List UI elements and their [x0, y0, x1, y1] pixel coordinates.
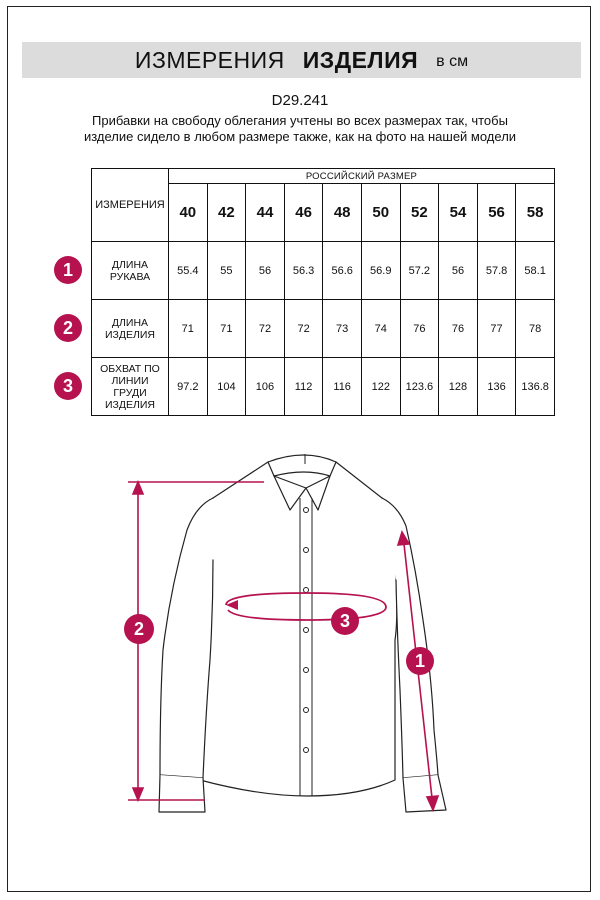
badge-diagram-chest: 3: [331, 607, 359, 635]
table-cell: 76: [400, 300, 439, 358]
table-cell: 136.8: [516, 358, 555, 416]
title-part-measurements: ИЗМЕРЕНИЯ: [134, 46, 285, 73]
row-label-line: ДЛИНА: [111, 258, 149, 271]
table-cell: 116: [323, 358, 362, 416]
size-header: 52: [400, 184, 439, 242]
size-header: 54: [439, 184, 478, 242]
row-label-line: ИЗДЕЛИЯ: [104, 398, 156, 411]
row-label-line: ИЗДЕЛИЯ: [104, 328, 156, 341]
table-cell: 72: [284, 300, 323, 358]
shirt-button: [304, 508, 309, 513]
badge-diagram-sleeve: 1: [406, 647, 434, 675]
shirt-right-cuff: [403, 775, 446, 812]
shirt-diagram: [0, 440, 600, 820]
table-cell: 55: [207, 242, 246, 300]
shirt-button: [304, 588, 309, 593]
title-unit: в см: [436, 53, 469, 70]
table-cell: 56.9: [361, 242, 400, 300]
product-code: D29.241: [271, 92, 329, 109]
row-label-item-length: [92, 300, 169, 358]
size-table: [91, 168, 555, 416]
table-row: [92, 300, 555, 358]
row-label-line: ЛИНИИ: [111, 374, 149, 387]
table-header-row-1: [92, 169, 555, 184]
table-cell: 74: [361, 300, 400, 358]
table-cell: 56: [439, 242, 478, 300]
table-cell: 76: [439, 300, 478, 358]
table-cell: 55.4: [169, 242, 208, 300]
table-cell: 122: [361, 358, 400, 416]
size-header: 48: [323, 184, 362, 242]
row-label-chest-girth: [92, 358, 169, 416]
shirt-button: [304, 548, 309, 553]
table-cell: 56.6: [323, 242, 362, 300]
size-header: 50: [361, 184, 400, 242]
badge-diagram-length: 2: [124, 614, 154, 644]
length-arrow-top: [133, 482, 143, 494]
table-cell: 71: [169, 300, 208, 358]
shirt-left-cuff: [159, 775, 205, 812]
table-cell: 123.6: [400, 358, 439, 416]
table-cell: 136: [477, 358, 516, 416]
page-title: [22, 42, 581, 78]
table-cell: 106: [246, 358, 285, 416]
table-cell: 57.2: [400, 242, 439, 300]
table-cell: 73: [323, 300, 362, 358]
table-cell: 56.3: [284, 242, 323, 300]
table-cell: 97.2: [169, 358, 208, 416]
size-header: 40: [169, 184, 208, 242]
shirt-button: [304, 708, 309, 713]
fit-note: Прибавки на свободу облегания учтены во всех размерах так, чтобы изделие сидело в любом размере также, как на фото на нашей модели: [83, 113, 517, 144]
shirt-left-sleeve: [160, 498, 213, 778]
shirt-button: [304, 628, 309, 633]
table-cell: 77: [477, 300, 516, 358]
table-cell: 78: [516, 300, 555, 358]
size-header: 44: [246, 184, 285, 242]
row-label-sleeve-length: [92, 242, 169, 300]
table-cell: 128: [439, 358, 478, 416]
measure-header-cell: ИЗМЕРЕНИЯ: [92, 169, 169, 242]
table-row: [92, 358, 555, 416]
table-row: [92, 242, 555, 300]
row-label-line: ДЛИНА: [111, 316, 149, 329]
size-header: 56: [477, 184, 516, 242]
table-cell: 112: [284, 358, 323, 416]
size-group-header: РОССИЙСКИЙ РАЗМЕР: [169, 169, 555, 184]
row-label-line: РУКАВА: [109, 270, 151, 283]
title-bar: [22, 42, 581, 78]
row-label-line: ОБХВАТ ПО: [100, 362, 160, 375]
badge-item-length: 2: [54, 314, 82, 342]
badge-chest-girth: 3: [54, 372, 82, 400]
row-label-line: ГРУДИ: [113, 386, 147, 399]
size-header: 42: [207, 184, 246, 242]
table-cell: 56: [246, 242, 285, 300]
table-cell: 57.8: [477, 242, 516, 300]
table-cell: 71: [207, 300, 246, 358]
badge-sleeve-length: 1: [54, 256, 82, 284]
table-cell: 72: [246, 300, 285, 358]
table-cell: 58.1: [516, 242, 555, 300]
table-cell: 104: [207, 358, 246, 416]
title-part-item: ИЗДЕЛИЯ: [302, 46, 419, 73]
length-arrow-bottom: [133, 788, 143, 800]
size-header: 46: [284, 184, 323, 242]
shirt-body: [198, 462, 397, 796]
size-header: 58: [516, 184, 555, 242]
shirt-button: [304, 668, 309, 673]
shirt-button: [304, 748, 309, 753]
